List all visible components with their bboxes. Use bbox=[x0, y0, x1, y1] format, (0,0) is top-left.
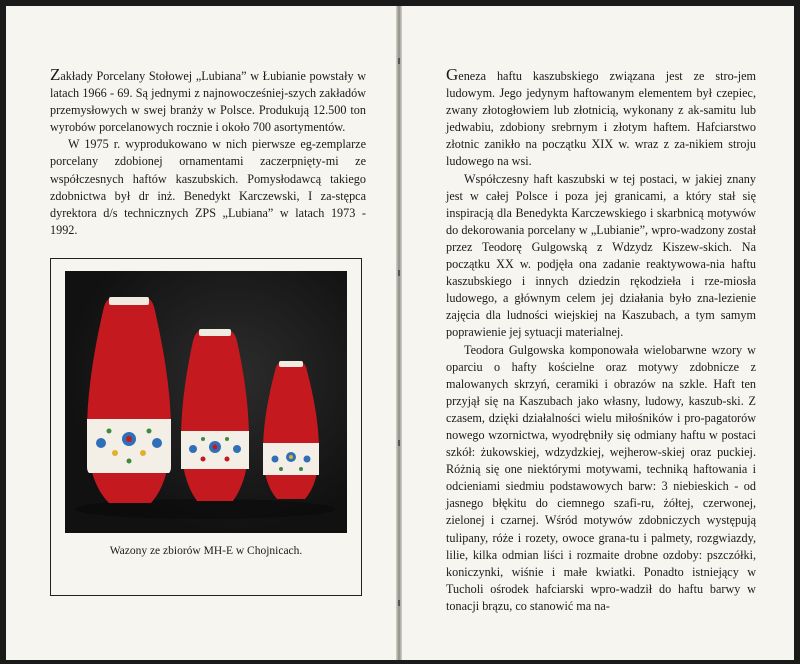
right-page bbox=[402, 6, 794, 660]
large-vase bbox=[87, 297, 171, 503]
right-paragraph-1 bbox=[446, 66, 756, 171]
paragraph-text: akłady Porcelany Stołowej „Lubiana” w Łubianie powstały w latach 1966 - 69. Są jednymi z najnowocześniej-szych zakładów przemysłowych w swej branży w Polsce. Produkują 12.500 ton wyrobów porcelanowych rocznie i około 700 asortymentów. bbox=[50, 69, 366, 135]
right-paragraph-3: Teodora Gulgowska komponowała wielobarwne wzory w oparciu o hafty kościelne oraz motywy zdobnicze z malowanych skrzyń, ceramiki i obrazów na szkle. Haft ten przyjął się na Kaszubach jako własny, ludowy, kaszub-ski. Z czasem, dzięki działalności wielu miłośników i pro-pagatorów nowego wzornictwa, wyodrębniły się odmiany haftu w postaci szkół: żukowskiej, wdzydzkiej, wejherow-skiej oraz puckiej. Różnią się one niektórymi motywami, techniką haftowania i odcieniami siedmiu podstawowych barw: 3 niebieskich - od jasnego błękitu do ciemnego szafi-ru, żółtej, czerwonej, zielonej i czarnej. Wśród motywów zdobniczych występują tulipany, róże i rozety, owoce grana-tu i palmety, rozgwiazdy, lilie, kilka odmian liści i rozmaite drobne ozdoby: pszczółki, koniczynki, wiśnie i małe kwiatki. Ponadto istniejący w Tucholi ośrodek hafciarski wpro-wadził do haftu barwy w tonacji brązu, co stanowić ma na- bbox=[446, 342, 756, 613]
binding-hole bbox=[398, 600, 400, 606]
right-paragraph-2: Współczesny haft kaszubski w tej postaci, w jakiej znany jest w całej Polsce i poza jej granicami, a który stał się inspiracją dla Benedykta Karczewskiego i skarbnicą motywów do dekorowania porcelany w „Lubianie”, wpro-wadzony został przez Teodorę Gulgowską z Wdzydz Kiszew-skich. Na początku XX w. podjęła ona zadanie reaktywowa-nia haftu kaszubskiego i innych dziedzin rękodzieła i rze-miosła ludowego, a głównym celem jej działania było zna-lezienie zajęcia dla ludności wiejskiej na Kaszubach, a tym samym poprawienie jej sytuacji materialnej. bbox=[446, 171, 756, 340]
left-paragraph-1 bbox=[50, 66, 366, 136]
left-paragraph-2: W 1975 r. wyprodukowano w nich pierwsze eg-zemplarze porcelany zdobionej ornamentami zaczerpnięty-mi ze współczesnych haftów kaszubskich. Pomysłodawcą takiego zdobnictwa był dr inż. Benedykt Karczewski, I za-stępca dyrektora d/s technicznych ZPS „Lubiana” w latach 1973 - 1992. bbox=[50, 137, 366, 237]
small-vase bbox=[263, 361, 319, 499]
vases-photo bbox=[65, 271, 347, 533]
dropcap: G bbox=[446, 65, 459, 84]
paragraph-text: eneza haftu kaszubskiego związana jest ze stro-jem ludowym. Jego jedynym haftowanym elementem był czepiec, zwany złotogłowiem lub złotnicią, wykonany z ak-samitu lub jedwabiu, zdobiony srebrnym i złotym haftem. Hafciarstwo złotnic zanikło na początku XIX w. wraz z za-nikiem stroju ludowego na wsi. bbox=[446, 69, 756, 169]
binding-hole bbox=[398, 440, 400, 446]
left-page-text bbox=[50, 66, 366, 239]
vases-illustration bbox=[65, 271, 347, 533]
right-page-text bbox=[446, 66, 756, 615]
binding-hole bbox=[398, 270, 400, 276]
dropcap: Z bbox=[50, 65, 61, 84]
figure-caption: Wazony ze zbiorów MH-E w Chojnicach. bbox=[109, 545, 303, 557]
binding-hole bbox=[398, 58, 400, 64]
medium-vase bbox=[181, 329, 249, 501]
figure-frame bbox=[50, 258, 362, 596]
left-page bbox=[6, 6, 396, 660]
